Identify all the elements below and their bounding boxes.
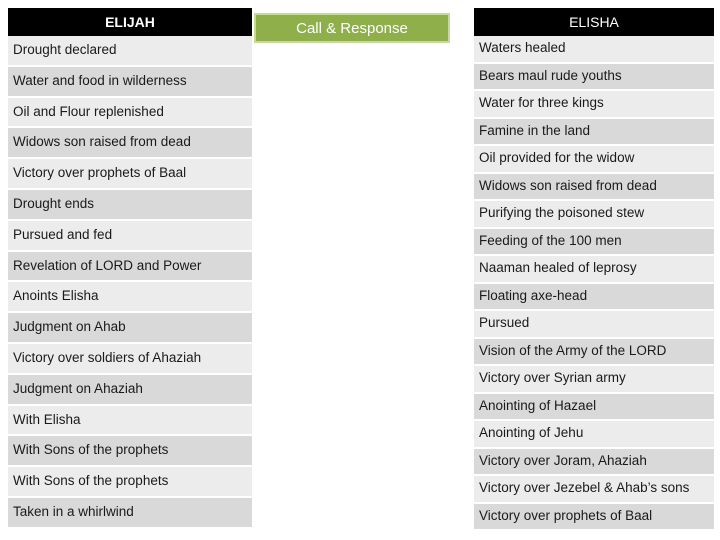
elisha-row: Vision of the Army of the LORD xyxy=(474,339,714,367)
elisha-row: Anointing of Jehu xyxy=(474,421,714,449)
elijah-row: With Elisha xyxy=(8,406,252,437)
elijah-row: Widows son raised from dead xyxy=(8,128,252,159)
elisha-header: ELISHA xyxy=(474,8,714,36)
elijah-row: With Sons of the prophets xyxy=(8,436,252,467)
elisha-row: Victory over prophets of Baal xyxy=(474,504,714,532)
elijah-column xyxy=(8,8,252,529)
elijah-row: Victory over prophets of Baal xyxy=(8,159,252,190)
elijah-row: Taken in a whirlwind xyxy=(8,498,252,529)
elijah-row: With Sons of the prophets xyxy=(8,467,252,498)
elisha-row: Victory over Joram, Ahaziah xyxy=(474,449,714,477)
elisha-row: Widows son raised from dead xyxy=(474,174,714,202)
elijah-row: Anoints Elisha xyxy=(8,282,252,313)
elisha-row: Water for three kings xyxy=(474,91,714,119)
elisha-row: Anointing of Hazael xyxy=(474,394,714,422)
call-response-label: Call & Response xyxy=(254,13,450,43)
elijah-row: Water and food in wilderness xyxy=(8,67,252,98)
elisha-row: Pursued xyxy=(474,311,714,339)
elisha-row: Purifying the poisoned stew xyxy=(474,201,714,229)
elisha-row: Feeding of the 100 men xyxy=(474,229,714,257)
elisha-row: Naaman healed of leprosy xyxy=(474,256,714,284)
elijah-row: Drought declared xyxy=(8,36,252,67)
elijah-row: Pursued and fed xyxy=(8,221,252,252)
elijah-row: Judgment on Ahab xyxy=(8,313,252,344)
elisha-row: Victory over Syrian army xyxy=(474,366,714,394)
elisha-row: Oil provided for the widow xyxy=(474,146,714,174)
elijah-row: Judgment on Ahaziah xyxy=(8,375,252,406)
elisha-row: Famine in the land xyxy=(474,119,714,147)
elisha-row: Bears maul rude youths xyxy=(474,64,714,92)
elijah-row: Oil and Flour replenished xyxy=(8,98,252,129)
elijah-row: Revelation of LORD and Power xyxy=(8,252,252,283)
elisha-row: Victory over Jezebel & Ahab’s sons xyxy=(474,476,714,504)
elisha-row: Floating axe-head xyxy=(474,284,714,312)
elijah-header: ELIJAH xyxy=(8,8,252,36)
elijah-row: Victory over soldiers of Ahaziah xyxy=(8,344,252,375)
elisha-row: Waters healed xyxy=(474,36,714,64)
elisha-column xyxy=(474,8,714,531)
elijah-row: Drought ends xyxy=(8,190,252,221)
